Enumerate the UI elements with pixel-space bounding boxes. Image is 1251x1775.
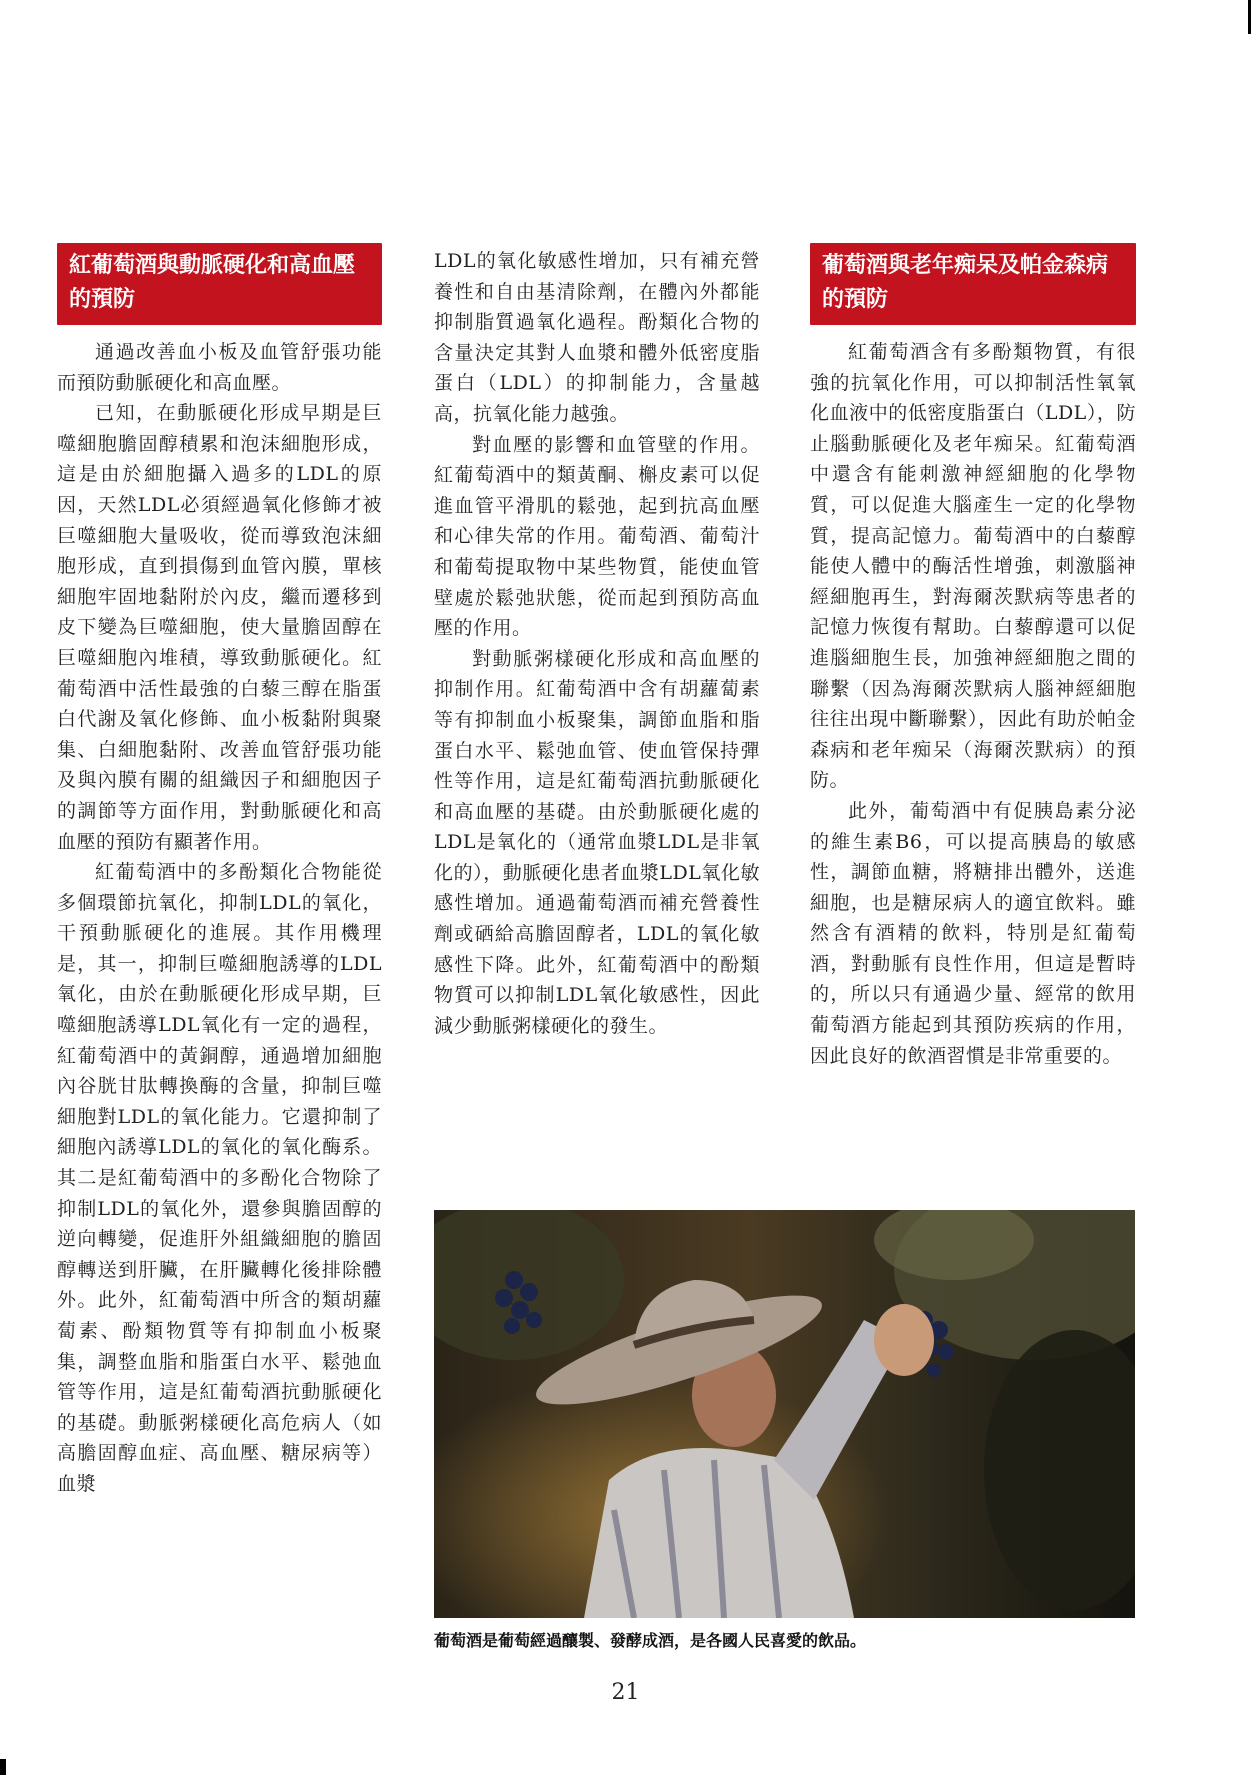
body-paragraph: 紅葡萄酒含有多酚類物質，有很強的抗氧化作用，可以抑制活性氧氧化血液中的低密度脂蛋白（LDL），防止腦動脈硬化及老年痴呆。紅葡萄酒中還含有能刺激神經細胞的化學物質，可以促進大腦產生一定的化學物質，提高記憶力。葡萄酒中的白藜醇能使人體中的酶活性增強，刺激腦神經細胞再生，對海爾茨默病等患者的記憶力恢復有幫助。白藜醇還可以促進腦細胞生長，加強神經細胞之間的聯繫（因為海爾茨默病人腦神經細胞往往出現中斷聯繫），因此有助於帕金森病和老年痴呆（海爾茨默病）的預防。 <box>810 341 1136 792</box>
body-paragraph: 通過改善血小板及血管舒張功能而預防動脈硬化和高血壓。 <box>57 341 382 394</box>
section-heading-dementia: 葡萄酒與老年痴呆及帕金森病的預防 <box>810 243 1136 325</box>
body-paragraph: 已知，在動脈硬化形成早期是巨噬細胞膽固醇積累和泡沫細胞形成，這是由於細胞攝入過多的LDL的原因，天然LDL必須經過氧化修飾才被巨噬細胞大量吸收，從而導致泡沫細胞形成，直到損傷到血管內膜，單核細胞牢固地黏附於內皮，繼而遷移到皮下變為巨噬細胞，使大量膽固醇在巨噬細胞內堆積，導致動脈硬化。紅葡萄酒中活性最強的白藜三醇在脂蛋白代謝及氧化修飾、血小板黏附與聚集、白細胞黏附、改善血管舒張功能及與內膜有關的組織因子和細胞因子的調節等方面作用，對動脈硬化和高血壓的預防有顯著作用。 <box>57 402 382 853</box>
scan-edge-mark <box>0 1759 6 1775</box>
body-paragraph: 紅葡萄酒中的多酚類化合物能從多個環節抗氧化，抑制LDL的氧化，干預動脈硬化的進展。其作用機理是，其一，抑制巨噬細胞誘導的LDL氧化，由於在動脈硬化形成早期，巨噬細胞誘導LDL氧化有一定的過程，紅葡萄酒中的黃銅醇，通過增加細胞內谷胱甘肽轉換酶的含量，抑制巨噬細胞對LDL的氧化能力。它還抑制了細胞內誘導LDL的氧化的氧化酶系。其二是紅葡萄酒中的多酚化合物除了抑制LDL的氧化外，還參與膽固醇的逆向轉變，促進肝外組織細胞的膽固醇轉送到肝臟，在肝臟轉化後排除體外。此外，紅葡萄酒中所含的類胡蘿蔔素、酚類物質等有抑制血小板聚集，調整血脂和脂蛋白水平、鬆弛血管等作用，這是紅葡萄酒抗動脈硬化的基礎。動脈粥樣硬化高危病人（如高膽固醇血症、高血壓、糖尿病等）血漿 <box>57 861 382 1495</box>
photo-caption: 葡萄酒是葡萄經過釀製、發酵成酒，是各國人民喜愛的飲品。 <box>434 1631 867 1650</box>
left-column <box>57 243 382 1500</box>
right-column <box>810 243 1136 1071</box>
vineyard-photo <box>434 1210 1135 1618</box>
body-paragraph: 對動脈粥樣硬化形成和高血壓的抑制作用。紅葡萄酒中含有胡蘿蔔素等有抑制血小板聚集，調節血脂和脂蛋白水平、鬆弛血管、使血管保持彈性等作用，這是紅葡萄酒抗動脈硬化和高血壓的基礎。由於動脈硬化處的LDL是氧化的（通常血漿LDL是非氧化的），動脈硬化患者血漿LDL氧化敏感性增加。通過葡萄酒而補充營養性劑或硒給高膽固醇者，LDL的氧化敏感性下降。此外，紅葡萄酒中的酚類物質可以抑制LDL氧化敏感性，因此減少動脈粥樣硬化的發生。 <box>434 647 760 1037</box>
section-heading-arteriosclerosis: 紅葡萄酒與動脈硬化和高血壓的預防 <box>57 243 382 325</box>
body-paragraph: 對血壓的影響和血管壁的作用。紅葡萄酒中的類黃酮、槲皮素可以促進血管平滑肌的鬆弛，起到抗高血壓和心律失常的作用。葡萄酒、葡萄汁和葡萄提取物中某些物質，能使血管壁處於鬆弛狀態，從而起到預防高血壓的作用。 <box>434 433 760 640</box>
page-number: 21 <box>611 1680 640 1705</box>
body-paragraph-continuation: LDL的氧化敏感性增加，只有補充營養性和自由基清除劑，在體內外都能抑制脂質過氧化過程。酚類化合物的含量決定其對人血漿和體外低密度脂蛋白（LDL）的抑制能力，含量越高，抗氧化能力越強。 <box>434 250 760 425</box>
body-paragraph: 此外，葡萄酒中有促胰島素分泌的維生素B6，可以提高胰島的敏感性，調節血糖，將糖排出體外，送進細胞，也是糖尿病人的適宜飲料。雖然含有酒精的飲料，特別是紅葡萄酒，對動脈有良性作用，但這是暫時的，所以只有通過少量、經常的飲用葡萄酒方能起到其預防疾病的作用，因此良好的飲酒習慣是非常重要的。 <box>810 799 1136 1067</box>
vineyard-photo-illustration <box>434 1210 1135 1618</box>
middle-column <box>434 246 760 1041</box>
